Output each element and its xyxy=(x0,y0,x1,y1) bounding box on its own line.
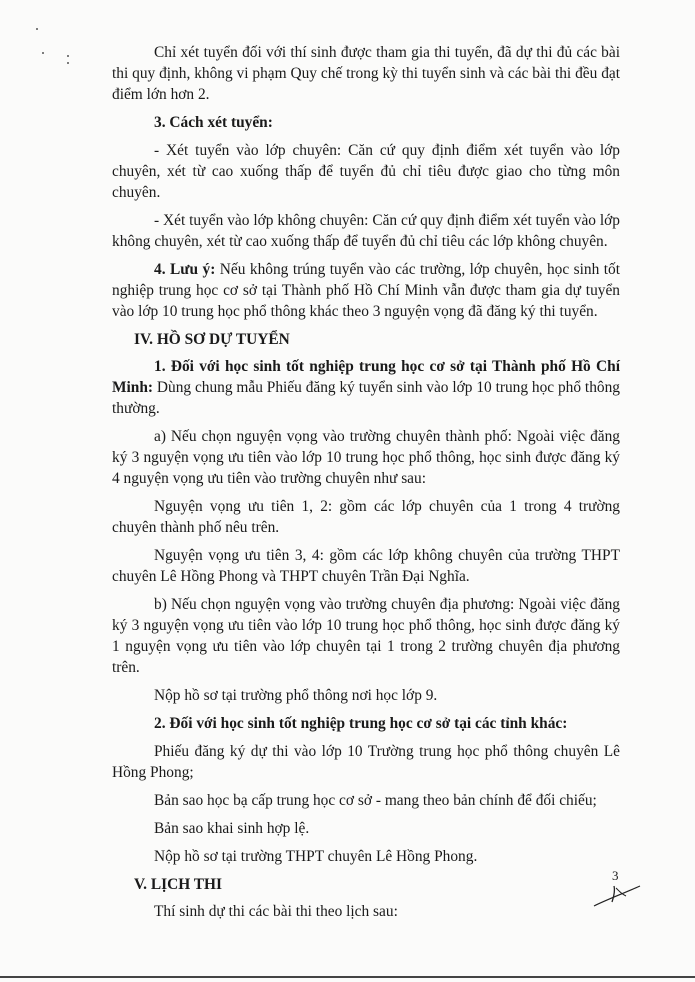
paragraph-local-specialized-choice: b) Nếu chọn nguyện vọng vào trường chuyên địa phương: Ngoài việc đăng ký 3 nguyện vọng ưu tiên vào lớp 10 trung học phổ thông, học sinh được đăng ký 1 nguyện vọng ưu tiên vào lớp chuyên tại 1 trong 2 trường chuyên địa phương trên. xyxy=(112,596,620,676)
section-heading-exam-schedule: V. LỊCH THI xyxy=(134,876,222,893)
initial-signature-mark xyxy=(592,872,642,908)
hcm-students-label: 1. Đối với học sinh tốt nghiệp trung học cơ sở tại Thành phố Hồ Chí Minh: xyxy=(112,358,620,396)
scan-speck xyxy=(67,62,69,64)
note-label: 4. Lưu ý: xyxy=(154,261,216,278)
paragraph-hcm-students xyxy=(112,356,620,419)
paragraph-regular-class: - Xét tuyển vào lớp không chuyên: Căn cứ quy định điểm xét tuyển vào lớp không chuyên, xét từ cao xuống thấp để tuyển đủ chỉ tiêu các lớp không chuyên. xyxy=(112,212,620,250)
paragraph-specialized-class: - Xét tuyển vào lớp chuyên: Căn cứ quy định điểm xét tuyển vào lớp chuyên, xét từ cao xuống thấp để tuyển đủ chỉ tiêu được giao cho từng môn chuyên. xyxy=(112,142,620,201)
section-heading-application: IV. HỒ SƠ DỰ TUYỂN xyxy=(134,331,290,348)
document-body xyxy=(112,42,620,929)
paragraph-birth-certificate: Bản sao khai sinh hợp lệ. xyxy=(154,820,310,837)
page-number: 3 xyxy=(612,868,619,883)
paragraph-schedule-intro: Thí sinh dự thi các bài thi theo lịch sau: xyxy=(154,903,398,920)
heading-admission-method: 3. Cách xét tuyển: xyxy=(154,114,273,131)
note-text: Nếu không trúng tuyển vào các trường, lớp chuyên, học sinh tốt nghiệp trung học cơ sở tại Thành phố Hồ Chí Minh vẫn được tham gia dự tuyển vào lớp 10 trung học phổ thông khác theo 3 nguyện vọng đã đăng ký thi tuyển. xyxy=(112,261,620,320)
paragraph-priority-1-2: Nguyện vọng ưu tiên 1, 2: gồm các lớp chuyên của 1 trong 4 trường chuyên thành phố nêu trên. xyxy=(112,498,620,536)
paragraph-city-specialized-choice: a) Nếu chọn nguyện vọng vào trường chuyên thành phố: Ngoài việc đăng ký 3 nguyện vọng ưu tiên vào lớp 10 trung học phổ thông, học sinh được đăng ký 4 nguyện vọng ưu tiên vào trường chuyên như sau: xyxy=(112,428,620,487)
paragraph-submit-grade9: Nộp hồ sơ tại trường phổ thông nơi học lớp 9. xyxy=(154,687,438,704)
heading-other-provinces: 2. Đối với học sinh tốt nghiệp trung học cơ sở tại các tỉnh khác: xyxy=(154,715,568,732)
paragraph-submit-le-hong-phong: Nộp hồ sơ tại trường THPT chuyên Lê Hồng Phong. xyxy=(154,848,478,865)
paragraph-registration-form: Phiếu đăng ký dự thi vào lớp 10 Trường trung học phổ thông chuyên Lê Hồng Phong; xyxy=(112,743,620,781)
scan-speck xyxy=(67,55,69,57)
paragraph-eligibility: Chỉ xét tuyển đối với thí sinh được tham gia thi tuyển, đã dự thi đủ các bài thi quy định, không vi phạm Quy chế trong kỳ thi tuyển sinh và các bài thi đều đạt điểm lớn hơn 2. xyxy=(112,44,620,103)
paragraph-transcript-copy: Bản sao học bạ cấp trung học cơ sở - mang theo bản chính để đối chiếu; xyxy=(154,792,597,809)
paragraph-note xyxy=(112,259,620,322)
scan-speck xyxy=(42,52,44,54)
scan-edge-line xyxy=(0,976,695,978)
scan-speck xyxy=(36,28,38,30)
hcm-students-text: Dùng chung mẫu Phiếu đăng ký tuyển sinh vào lớp 10 trung học phổ thông thường. xyxy=(112,379,620,417)
paragraph-priority-3-4: Nguyện vọng ưu tiên 3, 4: gồm các lớp không chuyên của trường THPT chuyên Lê Hồng Phong và THPT chuyên Trần Đại Nghĩa. xyxy=(112,547,620,585)
